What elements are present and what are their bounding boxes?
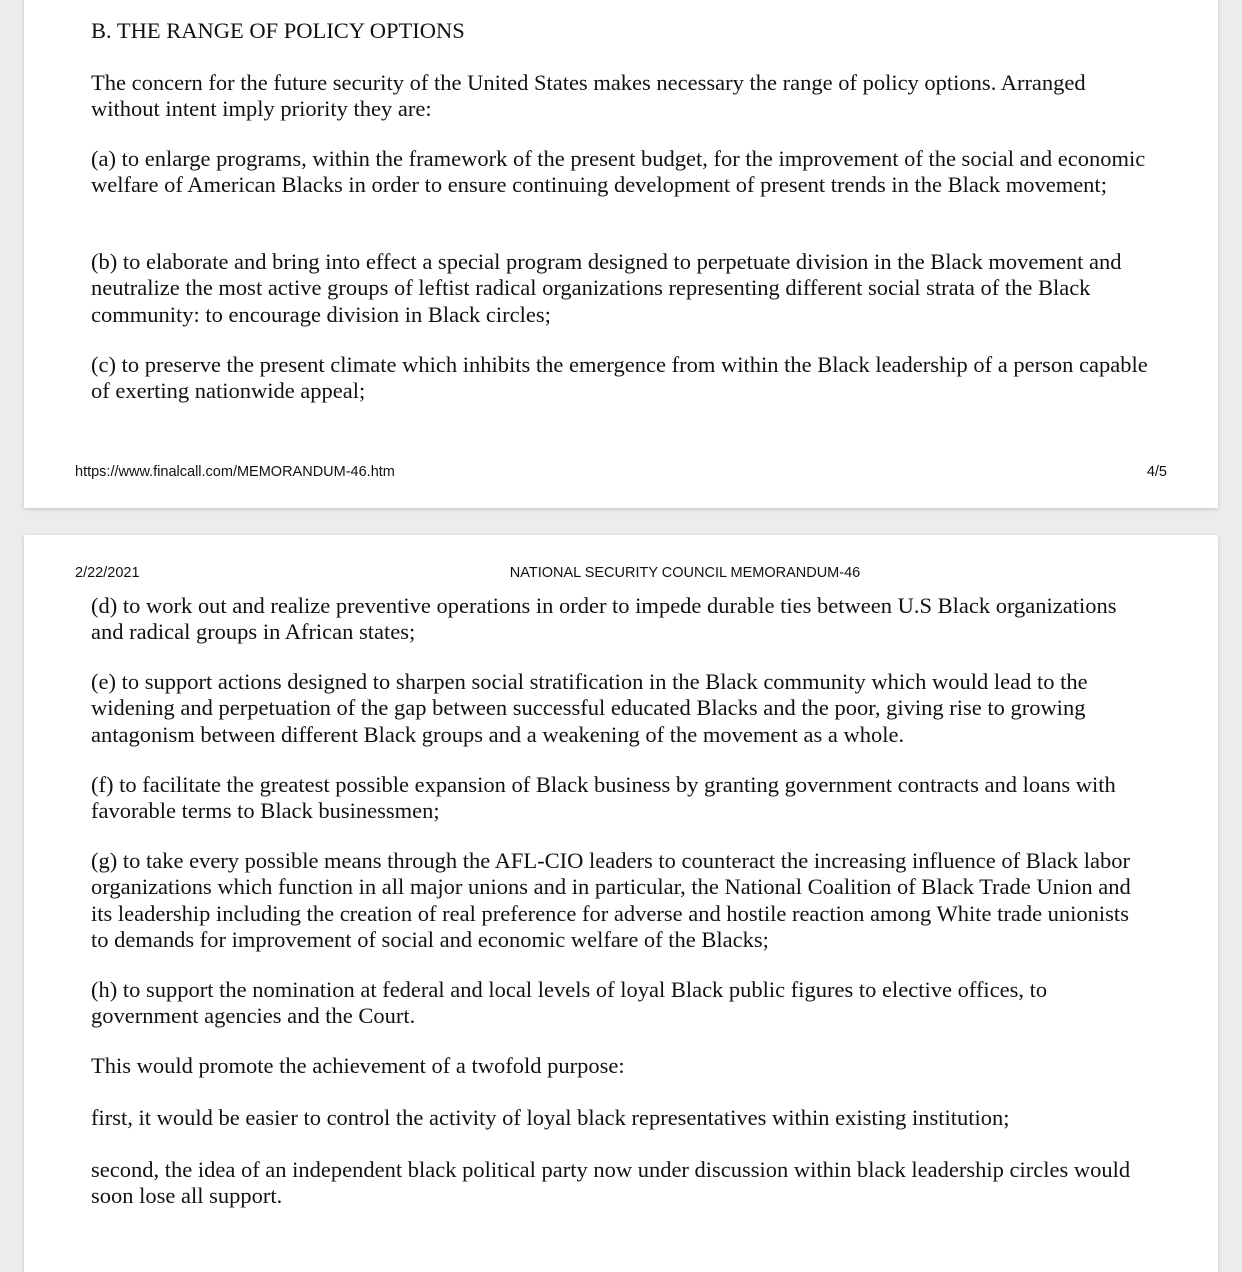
header-title: NATIONAL SECURITY COUNCIL MEMORANDUM-46 xyxy=(509,565,861,581)
pdf-page-5 xyxy=(24,535,1218,1272)
paragraph-option-a xyxy=(91,146,1151,199)
paragraph-text: (e) to support actions designed to sharpen social stratification in the Black community which would lead to the widening and perpetuation of the gap between successful educated Blacks and the poor, giving rise to growing antagonism between different Black groups and a weakening of the movement as a whole. xyxy=(91,669,1088,747)
paragraph-text: first, it would be easier to control the activity of loyal black representatives within existing institution; xyxy=(91,1105,1010,1130)
header-date: 2/22/2021 xyxy=(75,565,140,581)
paragraph-text: second, the idea of an independent black political party now under discussion within black leadership circles would soon lose all support. xyxy=(91,1157,1131,1209)
paragraph-option-d xyxy=(91,593,1151,646)
paragraph-twofold-purpose xyxy=(91,1053,1151,1079)
footer-page-number: 4/5 xyxy=(1146,464,1167,480)
footer-url[interactable]: https://www.finalcall.com/MEMORANDUM-46.htm xyxy=(75,464,395,480)
paragraph-first xyxy=(91,1105,1151,1131)
paragraph-option-b xyxy=(91,249,1151,328)
paragraph-text: (f) to facilitate the greatest possible expansion of Black business by granting government contracts and loans with favorable terms to Black businessmen; xyxy=(91,772,1116,824)
paragraph-text: (d) to work out and realize preventive operations in order to impede durable ties between U.S Black organizations and radical groups in African states; xyxy=(91,593,1117,645)
paragraph-option-f xyxy=(91,772,1151,825)
paragraph-text: (a) to enlarge programs, within the framework of the present budget, for the improvement of the social and economic welfare of American Blacks in order to ensure continuing development of present trends in the Black movement; xyxy=(91,146,1146,198)
paragraph-text: (b) to elaborate and bring into effect a special program designed to perpetuate division in the Black movement and neutralize the most active groups of leftist radical organizations representing different social strata of the Black community: to encourage division in Black circles; xyxy=(91,249,1122,327)
paragraph-option-c xyxy=(91,352,1151,405)
paragraph-option-e xyxy=(91,669,1151,748)
paragraph-option-h xyxy=(91,977,1151,1030)
paragraph-text: (c) to preserve the present climate which inhibits the emergence from within the Black leadership of a person capable of exerting nationwide appeal; xyxy=(91,352,1148,404)
paragraph-text: (h) to support the nomination at federal and local levels of loyal Black public figures to elective offices, to government agencies and the Court. xyxy=(91,977,1048,1029)
paragraph-second xyxy=(91,1157,1151,1210)
section-heading: B. THE RANGE OF POLICY OPTIONS xyxy=(91,18,465,43)
paragraph-text: The concern for the future security of the United States makes necessary the range of policy options. Arranged without intent imply priority they are: xyxy=(91,70,1086,122)
paragraph-text: This would promote the achievement of a twofold purpose: xyxy=(91,1053,625,1078)
paragraph-intro xyxy=(91,70,1151,123)
paragraph-option-g xyxy=(91,848,1151,953)
pdf-page-4 xyxy=(24,0,1218,508)
paragraph-text: (g) to take every possible means through the AFL-CIO leaders to counteract the increasing influence of Black labor organizations which function in all major unions and in particular, the National Coalition of Black Trade Union and its leadership including the creation of real preference for adverse and hostile reaction among White trade unionists to demands for improvement of social and economic welfare of the Blacks; xyxy=(91,848,1131,952)
